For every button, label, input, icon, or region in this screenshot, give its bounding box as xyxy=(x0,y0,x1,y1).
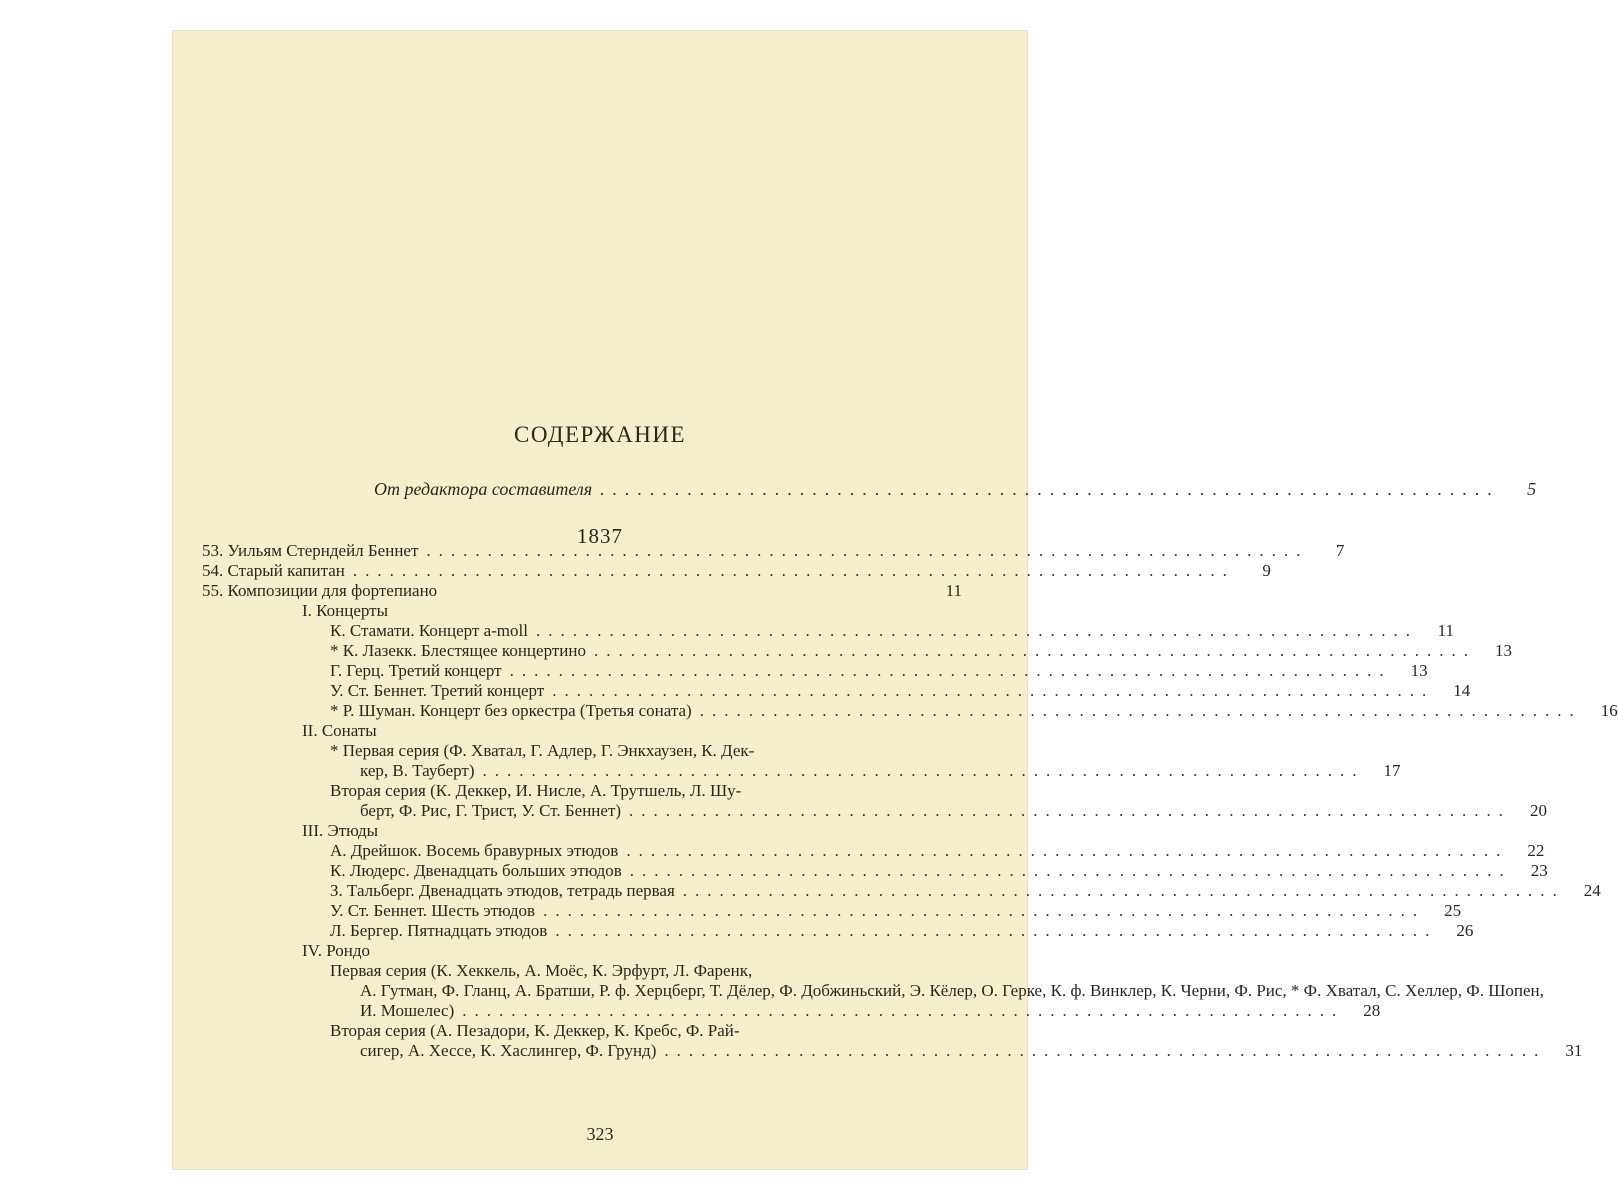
toc-section-heading xyxy=(202,941,962,961)
toc-leader-dots: ........................................................................ xyxy=(352,561,1235,580)
toc-entry-text: И. Мошелес) xyxy=(360,1001,455,1020)
toc-entry-page: 13 xyxy=(1410,661,1428,680)
toc-entry xyxy=(202,661,1428,681)
toc-entry-line xyxy=(202,981,1544,1001)
toc-entry-page: 9 xyxy=(1262,561,1271,580)
toc-entry xyxy=(202,581,962,601)
toc-leader-dots: ........................................................................ xyxy=(626,841,1509,860)
toc-entry-text: Вторая серия (К. Деккер, И. Нисле, А. Трутшель, Л. Шу- xyxy=(330,781,742,800)
toc-entry-page: 13 xyxy=(1494,641,1512,660)
toc-leader-dots: ........................................................................ xyxy=(555,921,1438,940)
table-of-contents xyxy=(202,541,1618,1061)
toc-entry-text: I. Концерты xyxy=(302,601,389,620)
year-heading: 1837 xyxy=(577,524,623,548)
toc-leader-dots: ........................................................................ xyxy=(629,801,1512,820)
toc-entry-text: Первая серия (К. Хеккель, А. Моёс, К. Эрфурт, Л. Фаренк, xyxy=(330,961,753,980)
toc-entry xyxy=(202,801,1548,821)
toc-entry xyxy=(202,621,1454,641)
toc-entry-text: III. Этюды xyxy=(302,821,379,840)
toc-entry-page: 31 xyxy=(1565,1041,1583,1060)
toc-entry xyxy=(202,681,1471,701)
toc-entry-text: А. Гутман, Ф. Гланц, А. Братши, Р. ф. Херцберг, Т. Дёлер, Ф. Добжиньский, Э. Кёлер, О. Герке, К. ф. Винклер, К. Черни, Ф. Рис, * Ф. Хватал, С. Хеллер, Ф. Шопен, xyxy=(360,981,1544,1000)
toc-entry xyxy=(202,901,1462,921)
toc-entry-text: * Р. Шуман. Концерт без оркестра (Третья соната) xyxy=(330,701,692,720)
toc-entry xyxy=(202,921,1474,941)
toc-entry-line xyxy=(202,781,962,801)
toc-entry-text: К. Людерс. Двенадцать больших этюдов xyxy=(330,861,622,880)
toc-entry-text: 53. Уильям Стерндейл Беннет xyxy=(202,541,419,560)
toc-section-heading xyxy=(202,721,962,741)
toc-leader-dots: ........................................................................ xyxy=(482,761,1365,780)
toc-entry-page: 16 xyxy=(1600,701,1618,720)
toc-section-heading xyxy=(202,821,962,841)
toc-entry-text: * К. Лазекк. Блестящее концертино xyxy=(330,641,586,660)
toc-entry-page: 26 xyxy=(1456,921,1474,940)
toc-entry-text: У. Ст. Беннет. Шесть этюдов xyxy=(330,901,536,920)
toc-entry-text: Г. Герц. Третий концерт xyxy=(330,661,502,680)
toc-entry-page: 23 xyxy=(1530,861,1548,880)
toc-section-heading xyxy=(202,601,962,621)
toc-entry-text: От редактора составителя xyxy=(374,479,593,499)
toc-leader-dots: ........................................................................ xyxy=(426,541,1309,560)
toc-preface-entry xyxy=(374,478,1537,500)
toc-entry-line xyxy=(202,741,962,761)
toc-entry-text: У. Ст. Беннет. Третий концерт xyxy=(330,681,545,700)
toc-leader-dots: ........................................................................ xyxy=(535,621,1418,640)
toc-entry-page: 22 xyxy=(1527,841,1545,860)
toc-entry xyxy=(202,1001,1381,1021)
toc-entry xyxy=(202,541,1345,561)
toc-entry-text: сигер, А. Хессе, К. Хаслингер, Ф. Грунд) xyxy=(360,1041,657,1060)
toc-entry xyxy=(202,861,1548,881)
toc-entry xyxy=(202,1041,1583,1061)
toc-entry xyxy=(202,701,1618,721)
toc-entry xyxy=(202,761,1401,781)
toc-entry-text: 54. Старый капитан xyxy=(202,561,345,580)
toc-entry-page: 7 xyxy=(1335,541,1345,560)
toc-entry-page: 28 xyxy=(1363,1001,1381,1020)
page-number: 323 xyxy=(586,1124,614,1144)
toc-entry-text: II. Сонаты xyxy=(302,721,377,740)
toc-entry-line xyxy=(202,961,962,981)
toc-entry-line xyxy=(202,1021,962,1041)
toc-entry-page: 14 xyxy=(1453,681,1471,700)
toc-entry-page: 24 xyxy=(1583,881,1601,900)
toc-entry-text: берт, Ф. Рис, Г. Трист, У. Ст. Беннет) xyxy=(360,801,622,820)
toc-entry xyxy=(202,561,1271,581)
toc-leader-dots: ........................................................................ xyxy=(600,479,1501,499)
toc-leader-dots: ........................................................................ xyxy=(462,1001,1345,1020)
toc-entry-page: 5 xyxy=(1527,479,1537,499)
toc-leader-dots: ........................................................................ xyxy=(509,661,1392,680)
toc-entry xyxy=(202,841,1545,861)
page-title: СОДЕРЖАНИЕ xyxy=(513,422,686,447)
toc-entry-text: IV. Рондо xyxy=(302,941,371,960)
toc-entry-text: А. Дрейшок. Восемь бравурных этюдов xyxy=(330,841,619,860)
toc-entry-text: Вторая серия (А. Пезадори, К. Деккер, К. Кребс, Ф. Рай- xyxy=(330,1021,740,1040)
toc-leader-dots: ........................................................................ xyxy=(664,1041,1547,1060)
toc-entry-page: 25 xyxy=(1444,901,1462,920)
toc-leader-dots: ........................................................................ xyxy=(699,701,1582,720)
toc-entry-text: Л. Бергер. Пятнадцать этюдов xyxy=(330,921,548,940)
toc-entry-page: 11 xyxy=(1437,621,1454,640)
toc-leader-dots: ........................................................................ xyxy=(543,901,1426,920)
toc-entry-page: 17 xyxy=(1383,761,1401,780)
toc-entry-text: З. Тальберг. Двенадцать этюдов, тетрадь первая xyxy=(330,881,675,900)
toc-entry-text: 55. Композиции для фортепиано xyxy=(202,581,438,600)
toc-entry-page: 11 xyxy=(945,581,962,600)
toc-leader-dots: ........................................................................ xyxy=(629,861,1512,880)
toc-entry-text: К. Стамати. Концерт a-moll xyxy=(330,621,528,640)
toc-entry xyxy=(202,881,1601,901)
toc-entry-text: * Первая серия (Ф. Хватал, Г. Адлер, Г. Энкхаузен, К. Дек- xyxy=(330,741,755,760)
toc-entry-page: 20 xyxy=(1530,801,1548,820)
toc-leader-dots: ........................................................................ xyxy=(593,641,1476,660)
toc-entry xyxy=(202,641,1512,661)
toc-leader-dots: ........................................................................ xyxy=(682,881,1565,900)
toc-leader-dots: ........................................................................ xyxy=(552,681,1435,700)
toc-entry-text: кер, В. Тауберт) xyxy=(360,761,475,780)
